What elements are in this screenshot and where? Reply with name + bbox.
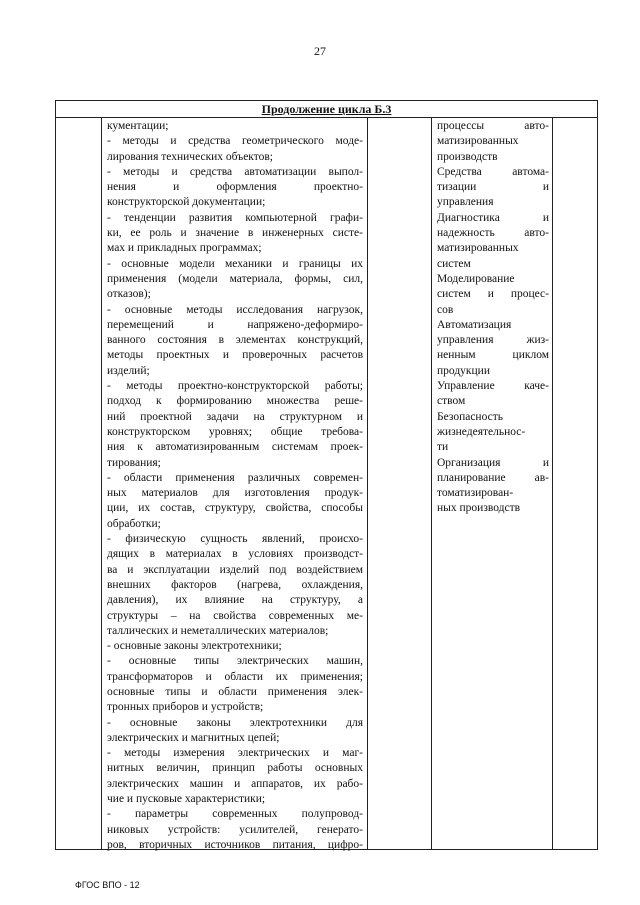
knowledge-text-line: конструкторском уровнях; общие требова- [107,425,363,438]
knowledge-text-line: ния к автоматизированным системам проек- [107,441,363,454]
knowledge-text-line: дящих в материалах в условиях производст- [107,548,363,561]
knowledge-text-line: отказов); [107,288,151,301]
discipline-text-line: Автоматизация [437,318,512,331]
discipline-text-line: жизнедеятельнос- [437,425,526,438]
knowledge-text-line: ных материалов для изготовления продук- [107,487,363,500]
discipline-text-line: планирование ав- [437,471,549,484]
knowledge-text-line: чие и пусковые характеристики; [107,793,266,806]
knowledge-text-line: - основные законы электротехники для [107,716,363,729]
knowledge-text-line: - методы проектно-конструкторской работы; [107,380,363,393]
discipline-text-line: Средства автома- [437,165,549,178]
knowledge-text-line: обработки; [107,517,161,530]
knowledge-text-line: - параметры современных полупровод- [107,808,363,821]
discipline-text-line: сов [437,303,454,316]
knowledge-text-line: электрических и магнитных цепей; [107,731,280,744]
knowledge-text-line: никовых устройств: усилителей, генерато- [107,823,363,836]
column-divider [431,117,432,849]
discipline-text-line: Безопасность [437,410,504,423]
discipline-text-line: ненным циклом [437,349,549,362]
knowledge-text-line: - тенденции развития компьютерной графи- [107,211,363,224]
knowledge-text-line: - основные законы электротехники; [107,640,282,653]
discipline-text-line: управления [437,196,494,209]
table-title-row [56,101,597,118]
knowledge-text-line: конструкторской документации; [107,196,266,209]
knowledge-text-line: кументации; [107,120,169,132]
knowledge-text-line: ва и эксплуатации изделий под воздействием [107,563,363,576]
footer-code: ФГОС ВПО - 12 [75,880,140,890]
column-divider [101,117,102,849]
knowledge-text-line: основные типы и области применения элек- [107,685,363,698]
knowledge-text-line: - основные модели механики и границы их [107,257,363,270]
knowledge-text-line: тирования; [107,456,161,469]
discipline-text-line: Организация и [437,456,549,469]
page-number: 27 [314,44,326,58]
discipline-text-line: управления жиз- [437,334,549,347]
knowledge-text-line: мах и прикладных программах; [107,242,262,255]
knowledge-text-line: трансформаторов и области их применения; [107,670,363,683]
knowledge-text-line: тронных приборов и устройств; [107,701,264,714]
knowledge-text-line: таллических и неметаллических материалов; [107,624,329,637]
table-title: Продолжение цикла Б.3 [261,102,392,116]
knowledge-text-line: нения и оформления проектно- [107,181,363,194]
knowledge-text-line: - методы и средства автоматизации выпол- [107,165,363,178]
discipline-text-line: ти [437,441,449,454]
knowledge-text-line: перемещений и напряжено-деформиро- [107,318,363,331]
knowledge-text-line: ний проектной задачи на структурном и [107,410,363,423]
knowledge-text-line: ванного состояния в элементах конструкций, [107,334,363,347]
knowledge-text-line: изделий; [107,364,150,377]
discipline-text-line: матизированных [437,135,519,148]
knowledge-text-line: - области применения различных современ- [107,471,363,484]
knowledge-text-line: ров, вторичных источников питания, цифро- [107,838,363,851]
knowledge-text-line: структуры – на свойства современных ме- [107,609,363,622]
knowledge-text-line: внешних факторов (нагрева, охлаждения, [107,578,363,591]
knowledge-text-line: нитных величин, принцип работы основных [107,762,363,775]
discipline-text-line: томатизирован- [437,487,514,500]
discipline-text-line: ством [437,395,466,408]
discipline-text-line: систем и процес- [437,288,549,301]
knowledge-text-line: применения (модели материала, формы, сил, [107,272,363,285]
discipline-text-line: продукции [437,364,490,377]
discipline-text-line: производств [437,150,498,163]
knowledge-text-line: - основные типы электрических машин, [107,655,363,668]
column-divider [552,117,553,849]
discipline-text-line: тизации и [437,181,549,194]
column-divider [367,117,368,849]
knowledge-text-line: - основные методы исследования нагрузок, [107,303,363,316]
knowledge-text-line: давления), их влияние на структуру, а [107,594,363,607]
curriculum-table [55,100,598,850]
discipline-text-line: Моделирование [437,272,515,285]
discipline-text-line: Управление каче- [437,380,549,393]
knowledge-text-line: - физическую сущность явлений, происхо- [107,533,363,546]
knowledge-text-line: ки, ее роль и значение в инженерных систе- [107,227,363,240]
discipline-text-line: ных производств [437,502,521,515]
knowledge-text-line: подход к формированию множества реше- [107,395,363,408]
discipline-text-line: матизированных [437,242,519,255]
knowledge-text-line: - методы измерения электрических и маг- [107,747,363,760]
disciplines-cell [437,119,549,517]
knowledge-text-line: электрических машин и аппаратов, их рабо- [107,777,363,790]
knowledge-requirements-cell [107,119,363,853]
discipline-text-line: надежность авто- [437,227,549,240]
discipline-text-line: систем [437,257,471,270]
discipline-text-line: процессы авто- [437,120,549,132]
knowledge-text-line: методы проектных и проверочных расчетов [107,349,363,362]
discipline-text-line: Диагностика и [437,211,549,224]
knowledge-text-line: лирования технических объектов; [107,150,273,163]
knowledge-text-line: - методы и средства геометрического моде- [107,135,363,148]
knowledge-text-line: ции, их состав, структуру, свойства, способы [107,502,363,515]
